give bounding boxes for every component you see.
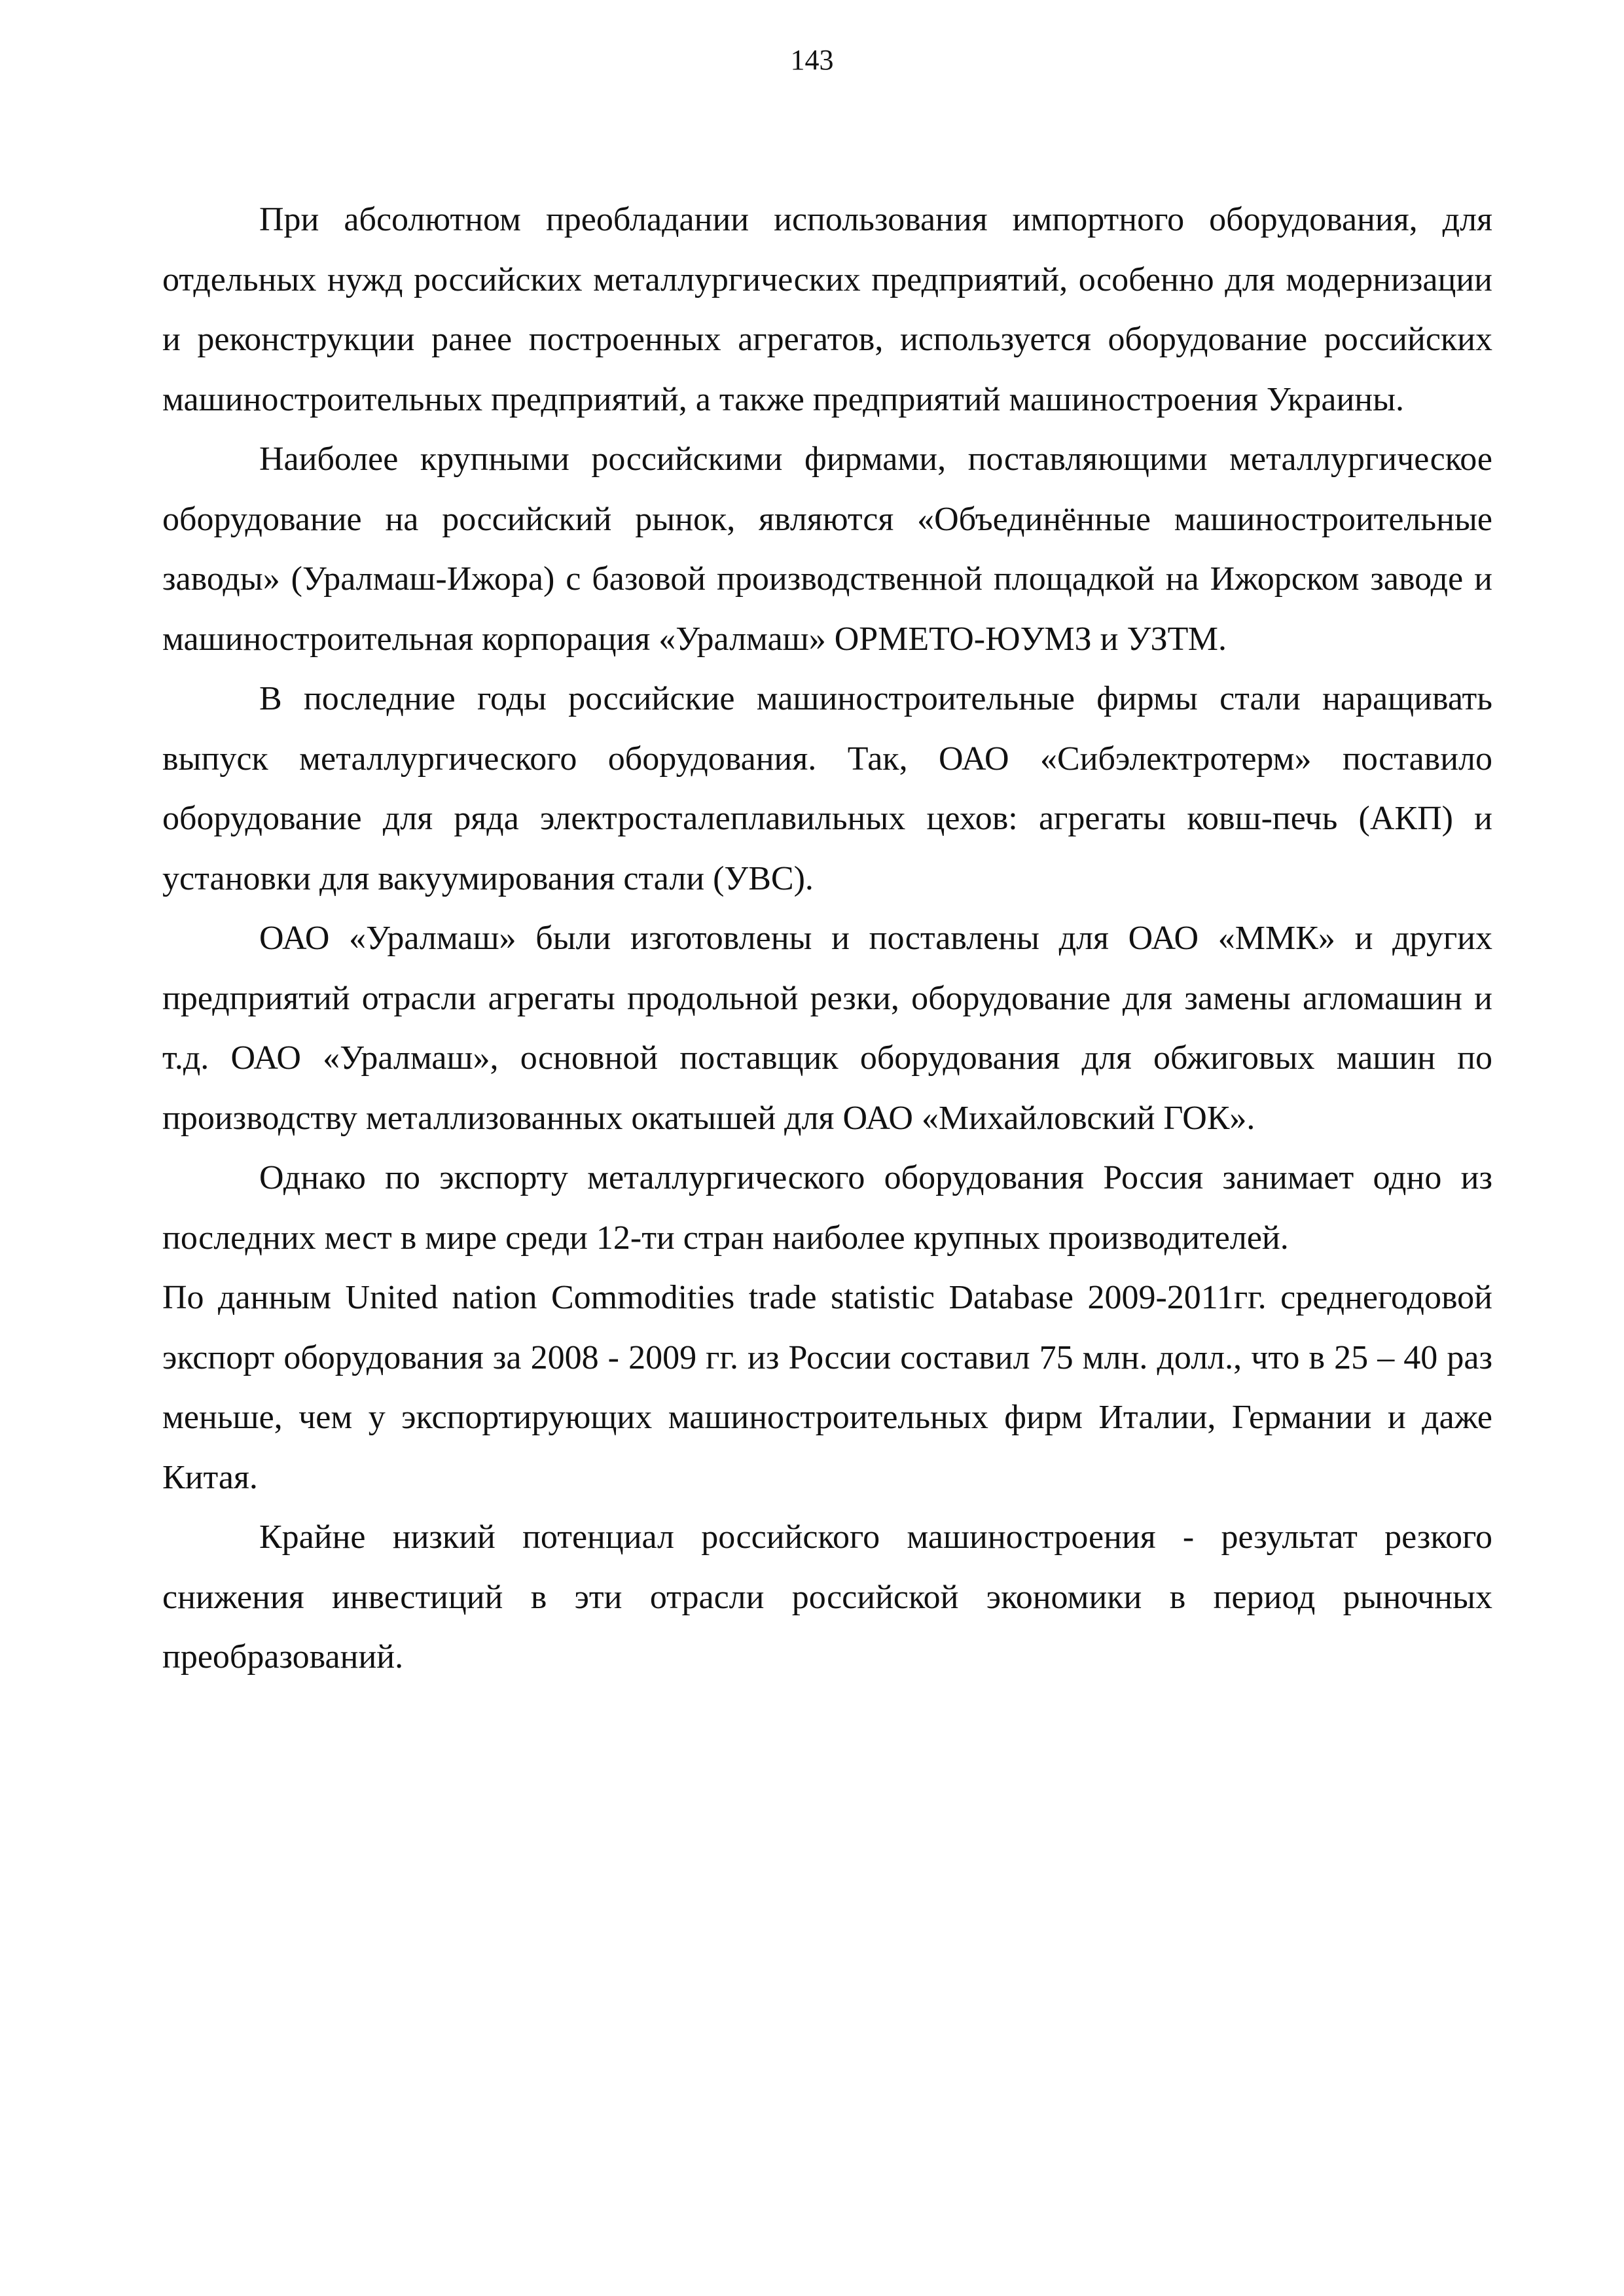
paragraph-largest-firms: Наиболее крупными российскими фирмами, поставляющими металлургическое оборудование на российский рынок, являются «Объединённые машиностроительные заводы» (Уралмаш-Ижора) с базовой производственной площадкой на Ижорском заводе и машиностроительная корпорация «Уралмаш» ОРМЕТО-ЮУМЗ и УЗТМ.	[162, 440, 1492, 658]
document-body	[162, 190, 1492, 1687]
page-number: 143	[790, 44, 834, 76]
paragraph-export-ranking: Однако по экспорту металлургического оборудования Россия занимает одно из последних мест в мире среди 12-ти стран наиболее крупных производителей.	[162, 1159, 1492, 1257]
paragraph-import-equipment: При абсолютном преобладании использования импортного оборудования, для отдельных нужд российских металлургических предприятий, особенно для модернизации и реконструкции ранее построенных агрегатов, используется оборудование российских машиностроительных предприятий, а также предприятий машиностроения Украины.	[162, 201, 1492, 418]
paragraph-low-potential: Крайне низкий потенциал российского машиностроения - результат резкого снижения инвестиций в эти отрасли российской экономики в период рыночных преобразований.	[162, 1518, 1492, 1676]
paragraph-recent-years: В последние годы российские машиностроительные фирмы стали наращивать выпуск металлургического оборудования. Так, ОАО «Сибэлектротерм» поставило оборудование для ряда электросталеплавильных цехов: агрегаты ковш-печь (АКП) и установки для вакуумирования стали (УВС).	[162, 680, 1492, 897]
paragraph-uralmash-supplies: ОАО «Уралмаш» были изготовлены и поставлены для ОАО «ММК» и других предприятий отрасли агрегаты продольной резки, оборудование для замены агломашин и т.д. ОАО «Уралмаш», основной поставщик оборудования для обжиговых машин по производству металлизованных окатышей для ОАО «Михайловский ГОК».	[162, 920, 1492, 1137]
paragraph-un-statistics: По данным United nation Commodities trade statistic Database 2009-2011гг. среднегодовой экспорт оборудования за 2008 - 2009 гг. из России составил 75 млн. долл., что в 25 – 40 раз меньше, чем у экспортирующих машиностроительных фирм Италии, Германии и даже Китая.	[162, 1279, 1492, 1496]
